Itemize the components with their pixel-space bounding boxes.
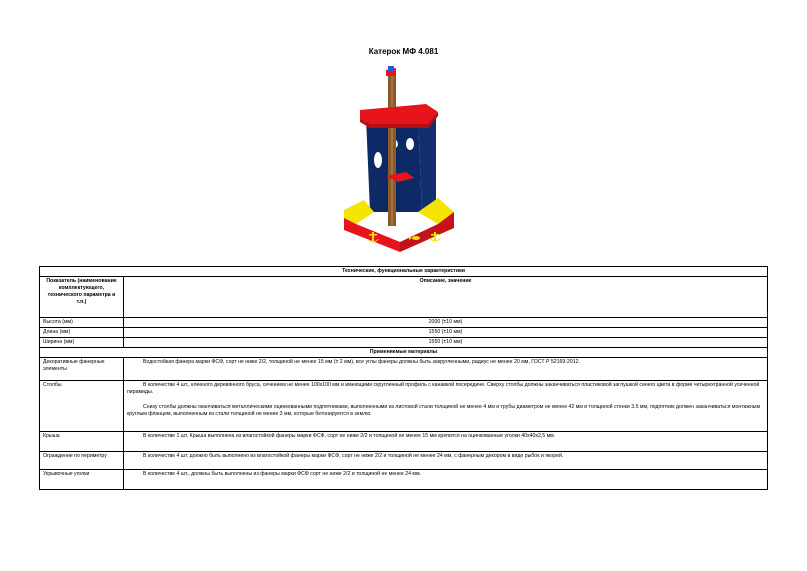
row-label: Длина (мм): [40, 328, 124, 338]
row-label: Высота (мм): [40, 318, 124, 328]
row-label: Ограждение по периметру: [40, 452, 124, 470]
row-value: 1550 (±10 мм): [124, 328, 768, 338]
row-text: В количестве 1 шт. Крыша выполнена из влагостойкой фанеры марки ФСФ, сорт не ниже 2/2 и толщиной не менее 15 мм крепится на оцинкованные уголки 40х40х2,5 мм.: [143, 433, 556, 440]
row-label: Столбы: [40, 381, 124, 432]
row-label: Декоративные фанерные элементы: [40, 358, 124, 381]
table-row: [40, 318, 768, 328]
post-cap: [388, 66, 394, 71]
row-text: В количестве 4 шт., должны быть выполнены из фанеры марки ФСФ сорт не ниже 2/2 и толщиной не менее 24 мм.: [143, 471, 421, 478]
table-row: [40, 358, 768, 381]
row-text: Водостойкая фанера марки ФСФ, сорт не ниже 2/2, толщиной не менее 15 мм (± 2 мм), все углы фанеры должны быть закругленными, радиус не менее 20 мм, ГОСТ Р 52169-2012.: [143, 359, 580, 366]
row-text: В количестве 4 шт., клееного деревянного бруса, сечением не менее 100х100 мм и имеющими скругленный профиль с канавкой посередине. Сверху столбы должны заканчиваться пластиковой заглушкой синего цвета в форме четырехгранной усеченной пирамиды.: [127, 382, 760, 396]
row-label: Крыша: [40, 432, 124, 452]
porthole-right: [406, 138, 414, 150]
table-row: [40, 328, 768, 338]
roof: [360, 104, 438, 124]
sandbox-boat-illustration: [330, 62, 478, 254]
table-row: [40, 338, 768, 348]
spec-table: [39, 266, 768, 490]
row-value: 2000 (±10 мм): [124, 318, 768, 328]
page-title: Катерок МФ 4.081: [368, 47, 439, 56]
column-header-description: Описание, значение: [124, 277, 768, 318]
row-text: В количестве 4 шт. должно быть выполнено из влагостойкой фанеры марки ФСФ, сорт не ниже 2/2 и толщиной не менее 24 мм, с фанерным декором в виде рыбок и якорей.: [143, 453, 564, 460]
section-heading-characteristics: Технические, функциональные характеристики: [40, 267, 768, 277]
row-text-continued: Снизу столбы должны оканчиваться металлическими оцинкованными подпятниками, выполненными из листовой стали толщиной не менее 4 мм и трубы диаметром не менее 42 мм и толщиной стенки 3.5 мм, подпятник должен заканчиваться монтажным круглым фланцем, выполненным из стали толщиной не менее 3 мм, которые бетонируются в землю.: [127, 404, 761, 418]
row-value: 1550 (±10 мм): [124, 338, 768, 348]
porthole-left: [374, 152, 382, 168]
row-label: Укрывочные уголки: [40, 470, 124, 490]
table-row: [40, 470, 768, 490]
table-row: [40, 381, 768, 432]
column-header-parameter: Показатель (наименование комплектующего, технического параметра и т.п.): [40, 277, 124, 318]
row-label: Ширина (мм): [40, 338, 124, 348]
table-row: [40, 452, 768, 470]
section-heading-materials: Применяемые материалы: [40, 348, 768, 358]
table-row: [40, 432, 768, 452]
